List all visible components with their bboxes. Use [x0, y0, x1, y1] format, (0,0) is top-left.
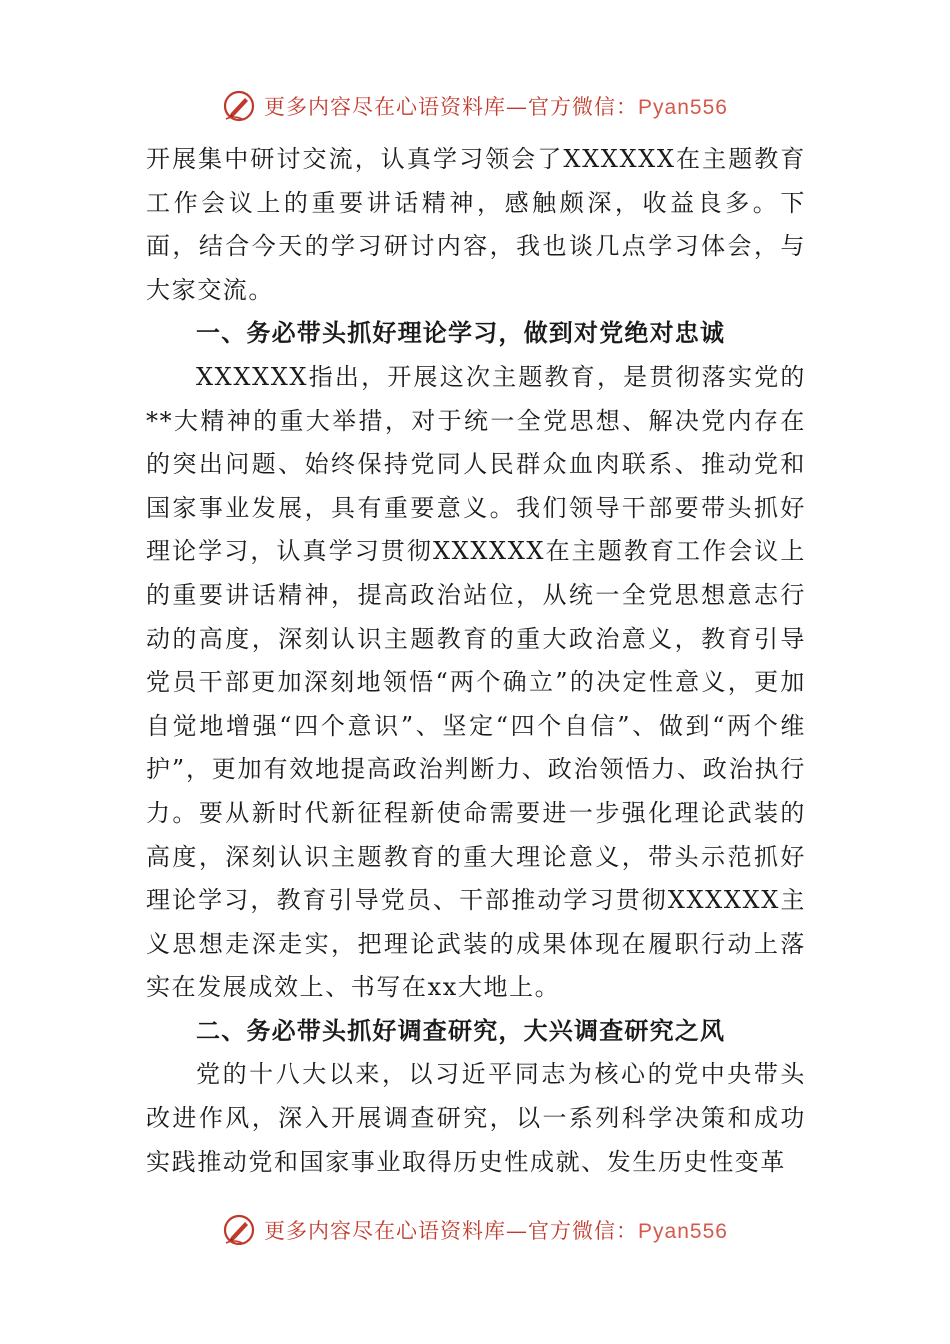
document-body [146, 138, 806, 1184]
paragraph-section-2: 党的十八大以来，以习近平同志为核心的党中央带头改进作风，深入开展调查研究，以一系列科学决策和成功实践推动党和国家事业取得历史性成就、发生历史性变革 [146, 1060, 806, 1176]
pen-logo-icon [222, 1213, 256, 1247]
watermark-banner-top [0, 84, 950, 128]
watermark-wechat-id: Pyan556 [638, 1220, 728, 1243]
watermark-wechat-label: 官方微信： [528, 95, 639, 119]
section-heading-2: 二、务必带头抓好调查研究，大兴调查研究之风 [196, 1016, 726, 1045]
watermark-site-text: 更多内容尽在心语资料库 [264, 1219, 507, 1243]
watermark-text [264, 91, 728, 121]
watermark-banner-bottom [0, 1208, 950, 1252]
watermark-text [264, 1215, 728, 1245]
watermark-wechat-label: 官方微信： [528, 1219, 639, 1243]
watermark-wechat-id: Pyan556 [638, 96, 728, 119]
section-heading-1: 一、务必带头抓好理论学习，做到对党绝对忠诚 [196, 319, 726, 348]
paragraph-section-1: XXXXXX指出，开展这次主题教育，是贯彻落实党的**大精神的重大举措，对于统一全党思想、解决党内存在的突出问题、始终保持党同人民群众血肉联系、推动党和国家事业发展，具有重要意义。我们领导干部要带头抓好理论学习，认真学习贯彻XXXXXX在主题教育工作会议上的重要讲话精神，提高政治站位，从统一全党思想意志行动的高度，深刻认识主题教育的重大政治意义，教育引导党员干部更加深刻地领悟“两个确立”的决定性意义，更加自觉地增强“四个意识”、坚定“四个自信”、做到“两个维护”，更加有效地提高政治判断力、政治领悟力、政治执行力。要从新时代新征程新使命需要进一步强化理论武装的高度，深刻认识主题教育的重大理论意义，带头示范抓好理论学习，教育引导党员、干部推动学习贯彻XXXXXX主义思想走深走实，把理论武装的成果体现在履职行动上落实在发展成效上、书写在xx大地上。 [146, 362, 806, 1002]
watermark-dash: — [506, 1219, 529, 1243]
pen-logo-icon [222, 89, 256, 123]
watermark-dash: — [506, 95, 529, 119]
paragraph-intro: 开展集中研讨交流，认真学习领会了XXXXXX在主题教育工作会议上的重要讲话精神，感触颇深，收益良多。下面，结合今天的学习研讨内容，我也谈几点学习体会，与大家交流。 [146, 145, 806, 304]
watermark-site-text: 更多内容尽在心语资料库 [264, 95, 507, 119]
